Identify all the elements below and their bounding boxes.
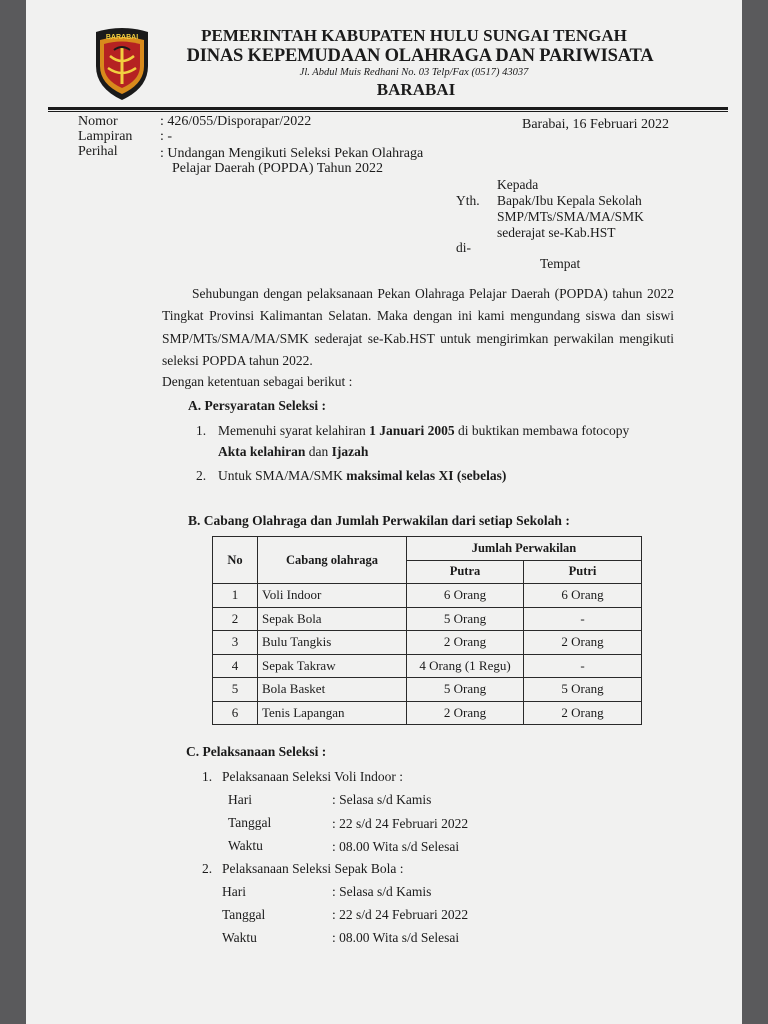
- c2-tanggal-value: : 22 s/d 24 Februari 2022: [332, 907, 469, 922]
- section-a-item1: [218, 423, 629, 439]
- kepada-label: Kepada: [497, 177, 539, 192]
- header-no: No: [213, 537, 258, 584]
- table-row: [213, 584, 642, 608]
- row-cabang: Voli Indoor: [258, 584, 407, 608]
- table-row: [213, 654, 642, 678]
- c1-tanggal-value: : 22 s/d 24 Februari 2022: [332, 816, 469, 831]
- tempat-label: Tempat: [540, 256, 581, 271]
- table-row: [213, 678, 642, 702]
- row-no: 1: [213, 584, 258, 608]
- section-a-title: A. Persyaratan Seleksi :: [188, 398, 326, 413]
- row-putri: -: [524, 654, 642, 678]
- row-cabang: Bulu Tangkis: [258, 631, 407, 655]
- row-putra: 5 Orang: [407, 607, 524, 631]
- section-a-item2-number: 2.: [196, 468, 207, 483]
- di-label: di-: [456, 240, 471, 255]
- section-a-item2-bold: maksimal kelas XI (sebelas): [346, 468, 507, 483]
- section-a-item1-post: di buktikan membawa fotocopy: [454, 423, 630, 438]
- row-no: 2: [213, 607, 258, 631]
- row-putra: 4 Orang (1 Regu): [407, 654, 524, 678]
- header-address: Jl. Abdul Muis Redhani No. 03 Telp/Fax (0517) 43037: [299, 67, 529, 78]
- recipient-line3: sederajat se-Kab.HST: [497, 225, 616, 240]
- row-no: 6: [213, 701, 258, 725]
- section-c-item1-title: Pelaksanaan Seleksi Voli Indoor :: [222, 769, 403, 784]
- header-rule-thin: [48, 111, 728, 112]
- intro-paragraph: Sehubungan dengan pelaksanaan Pekan Olahraga Pelajar Daerah (POPDA) tahun 2022 Tingkat Provinsi Kalimantan Selatan. Maka dengan ini kami mengundang siswa dan siswi SMP/MTs/SMA/MA/SMK sederajat se-Kab.HST untuk mengirimkan perwakilan mengikuti seleksi POPDA tahun 2022.: [162, 286, 674, 368]
- row-no: 3: [213, 631, 258, 655]
- table-row: [213, 607, 642, 631]
- row-putri: 6 Orang: [524, 584, 642, 608]
- c1-waktu-value: : 08.00 Wita s/d Selesai: [332, 839, 460, 854]
- ijazah-text: Ijazah: [331, 444, 369, 459]
- c1-hari-value: : Selasa s/d Kamis: [332, 792, 432, 807]
- row-cabang: Sepak Takraw: [258, 654, 407, 678]
- yth-label: Yth.: [456, 193, 480, 208]
- row-putri: 5 Orang: [524, 678, 642, 702]
- section-c-item1-number: 1.: [202, 769, 213, 784]
- header-line2: DINAS KEPEMUDAAN OLAHRAGA DAN PARIWISATA: [186, 46, 654, 66]
- section-a-item1-number: 1.: [196, 423, 207, 438]
- row-putri: 2 Orang: [524, 701, 642, 725]
- nomor-label: Nomor: [78, 114, 118, 129]
- header-city: BARABAI: [376, 80, 456, 99]
- section-a-item2: [218, 468, 506, 484]
- table-row: [213, 701, 642, 725]
- letter-date: Barabai, 16 Februari 2022: [522, 117, 669, 132]
- section-a-item1-pre: Memenuhi syarat kelahiran: [218, 423, 370, 438]
- c1-tanggal-label: Tanggal: [228, 815, 272, 830]
- row-putra: 6 Orang: [407, 584, 524, 608]
- perwakilan-table: [212, 536, 642, 725]
- c2-hari-label: Hari: [222, 884, 246, 899]
- row-putri: -: [524, 607, 642, 631]
- section-a-item2-pre: Untuk SMA/MA/SMK: [218, 468, 347, 483]
- letter-page: [26, 0, 742, 1024]
- row-cabang: Sepak Bola: [258, 607, 407, 631]
- section-c-title: C. Pelaksanaan Seleksi :: [186, 744, 327, 759]
- header-putra: Putra: [407, 560, 524, 584]
- row-cabang: Tenis Lapangan: [258, 701, 407, 725]
- c2-waktu-label: Waktu: [222, 930, 257, 945]
- section-b-title: B. Cabang Olahraga dan Jumlah Perwakilan dari setiap Sekolah :: [188, 513, 570, 528]
- dan-text: dan: [305, 444, 332, 459]
- row-cabang: Bola Basket: [258, 678, 407, 702]
- section-a-item1-line2: [218, 444, 368, 460]
- header-cabang: Cabang olahraga: [258, 537, 407, 584]
- akta-kelahiran-text: Akta kelahiran: [218, 444, 306, 459]
- header-jumlah: Jumlah Perwakilan: [407, 537, 642, 561]
- header-putri: Putri: [524, 560, 642, 584]
- c1-waktu-label: Waktu: [228, 838, 263, 853]
- row-putra: 2 Orang: [407, 701, 524, 725]
- row-putra: 5 Orang: [407, 678, 524, 702]
- perihal-label: Perihal: [78, 144, 118, 159]
- perihal-value-line1: : Undangan Mengikuti Seleksi Pekan Olahraga: [160, 146, 424, 161]
- row-no: 5: [213, 678, 258, 702]
- row-putra: 2 Orang: [407, 631, 524, 655]
- lampiran-label: Lampiran: [78, 129, 133, 144]
- section-c-item2-title: Pelaksanaan Seleksi Sepak Bola :: [222, 861, 404, 876]
- recipient-line2: SMP/MTs/SMA/MA/SMK: [497, 209, 644, 224]
- table-row: [213, 631, 642, 655]
- section-a-item1-date: 1 Januari 2005: [369, 423, 455, 438]
- row-no: 4: [213, 654, 258, 678]
- c2-tanggal-label: Tanggal: [222, 907, 266, 922]
- c2-hari-value: : Selasa s/d Kamis: [332, 884, 432, 899]
- logo-text: BARABAI: [105, 34, 139, 41]
- recipient-line1: Bapak/Ibu Kepala Sekolah: [497, 193, 642, 208]
- header-line1: PEMERINTAH KABUPATEN HULU SUNGAI TENGAH: [201, 26, 627, 45]
- ketentuan-line: Dengan ketentuan sebagai berikut :: [162, 374, 353, 389]
- lampiran-value: : -: [160, 129, 173, 144]
- c1-hari-label: Hari: [228, 792, 252, 807]
- section-c-item2-number: 2.: [202, 861, 213, 876]
- c2-waktu-value: : 08.00 Wita s/d Selesai: [332, 930, 460, 945]
- row-putri: 2 Orang: [524, 631, 642, 655]
- header-rule-thick: [48, 107, 728, 110]
- nomor-value: : 426/055/Disporapar/2022: [160, 114, 312, 129]
- perihal-value-line2: Pelajar Daerah (POPDA) Tahun 2022: [172, 161, 384, 176]
